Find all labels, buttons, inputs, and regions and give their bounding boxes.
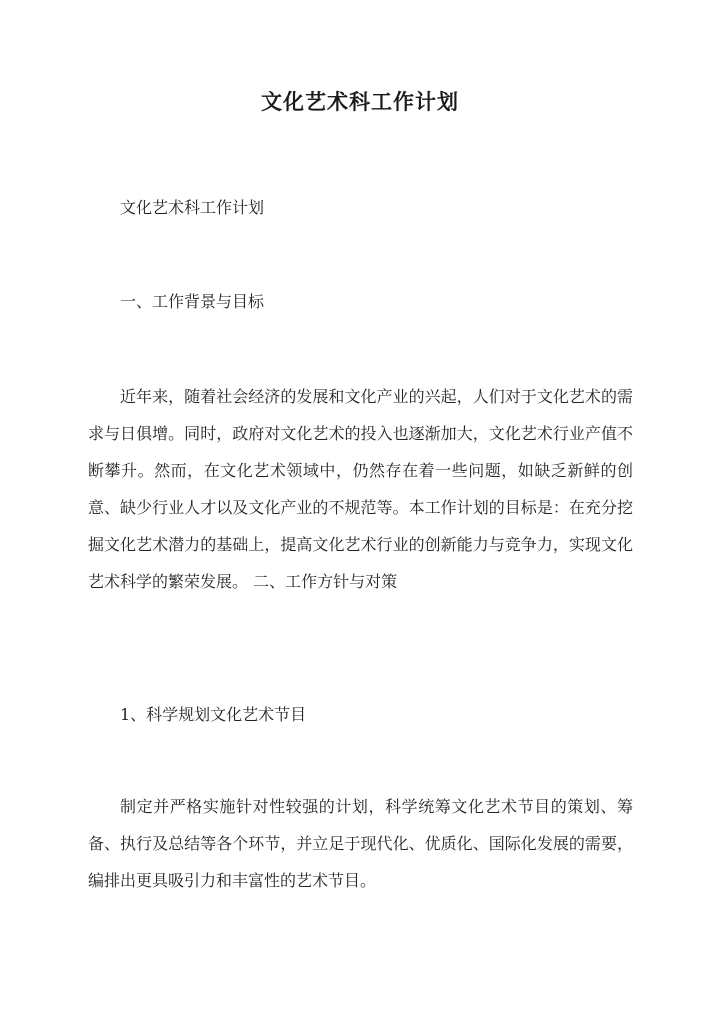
paragraph-background: 近年来，随着社会经济的发展和文化产业的兴起，人们对于文化艺术的需求与日俱增。同时，政府对文化艺术的投入也逐渐加大，文化艺术行业产值不断攀升。然而，在文化艺术领域中，仍然存在着一些问题，如缺乏新鲜的创意、缺少行业人才以及文化产业的不规范等。本工作计划的目标是：在充分挖掘文化艺术潜力的基础上，提高文化艺术行业的创新能力与竞争力，实现文化艺术科学的繁荣发展。 二、工作方针与对策 (88, 387, 633, 591)
subsection-heading-program-planning: 1、科学规划文化艺术节目 (120, 705, 307, 724)
section-heading-background-goals: 一、工作背景与目标 (120, 292, 265, 311)
document-subtitle: 文化艺术科工作计划 (120, 198, 265, 217)
document-title: 文化艺术科工作计划 (261, 89, 459, 114)
paragraph-program-planning: 制定并严格实施针对性较强的计划，科学统筹文化艺术节目的策划、筹备、执行及总结等各个环节，并立足于现代化、优质化、国际化发展的需要，编排出更具吸引力和丰富性的艺术节目。 (88, 797, 633, 890)
